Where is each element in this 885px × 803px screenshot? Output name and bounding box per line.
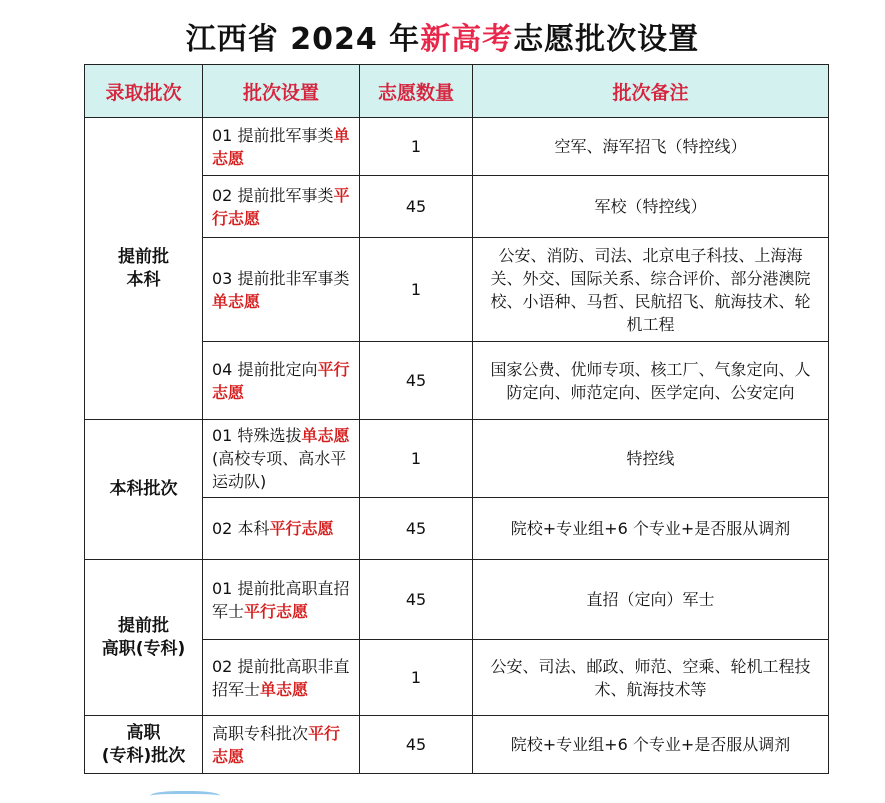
- setting-mode: 单志愿: [212, 291, 261, 311]
- count-cell: 45: [360, 342, 473, 420]
- setting-cell: [203, 560, 360, 640]
- setting-cell: [203, 716, 360, 774]
- batch-label-line: 提前批: [118, 615, 169, 636]
- setting-text: 02 本科: [212, 519, 270, 538]
- batch-cell: [85, 560, 203, 716]
- batch-cell: [85, 716, 203, 774]
- setting-cell: [203, 238, 360, 342]
- batch-cell: [85, 118, 203, 420]
- header-batch-setting: 批次设置: [203, 65, 360, 118]
- setting-mode: 单志愿: [260, 679, 309, 699]
- note-cell: 院校+专业组+6 个专业+是否服从调剂: [473, 716, 829, 774]
- setting-text: 01 提前批军事类: [212, 125, 334, 145]
- count-cell: 45: [360, 560, 473, 640]
- batch-label-line: (专科)批次: [101, 745, 186, 766]
- batch-cell: [85, 420, 203, 560]
- count-cell: 45: [360, 498, 473, 560]
- title-highlight: 新高考: [420, 22, 514, 57]
- setting-cell: [203, 118, 360, 176]
- count-cell: 1: [360, 118, 473, 176]
- title-prefix: 江西省 2024 年: [185, 22, 421, 57]
- setting-cell: [203, 176, 360, 238]
- table-body: [85, 118, 829, 774]
- setting-mode: 单志愿: [212, 125, 350, 168]
- note-cell: 空军、海军招飞（特控线）: [473, 118, 829, 176]
- batch-label-line: 高职(专科): [101, 638, 186, 659]
- batch-label-line: 本科批次: [109, 479, 178, 499]
- count-cell: 1: [360, 238, 473, 342]
- page-title: [0, 14, 885, 58]
- title-suffix: 志愿批次设置: [513, 22, 700, 57]
- count-cell: 45: [360, 176, 473, 238]
- batch-label-line: 本科: [126, 269, 161, 290]
- count-cell: 45: [360, 716, 473, 774]
- setting-cell: [203, 420, 360, 498]
- batch-label-line: 提前批: [118, 246, 169, 267]
- table-row: [85, 716, 829, 774]
- note-cell: 公安、消防、司法、北京电子科技、上海海关、外交、国际关系、综合评价、部分港澳院校、小语种、马哲、民航招飞、航海技术、轮机工程: [473, 238, 829, 342]
- batch-label-line: 高职: [126, 722, 161, 743]
- header-admission-batch: 录取批次: [85, 65, 203, 118]
- note-cell: 院校+专业组+6 个专业+是否服从调剂: [473, 498, 829, 560]
- header-choice-count: 志愿数量: [360, 65, 473, 118]
- setting-text: 高职专科批次: [212, 723, 309, 743]
- setting-mode: 平行志愿: [212, 723, 341, 766]
- setting-cell: [203, 342, 360, 420]
- table-row: [85, 118, 829, 176]
- setting-text: 01 提前批高职直招军士: [212, 578, 350, 621]
- batch-table: [84, 64, 829, 774]
- setting-mode: 单志愿: [301, 426, 350, 445]
- header-batch-note: 批次备注: [473, 65, 829, 118]
- setting-text: 02 提前批军事类: [212, 185, 334, 205]
- setting-text: 02 提前批高职非直招军士: [212, 656, 350, 699]
- setting-text: 01 特殊选拔: [212, 426, 302, 445]
- table-row: [85, 420, 829, 498]
- setting-mode: 平行志愿: [244, 601, 309, 621]
- table-header-row: [85, 65, 829, 118]
- note-cell: 国家公费、优师专项、核工厂、气象定向、人防定向、师范定向、医学定向、公安定向: [473, 342, 829, 420]
- note-cell: 直招（定向）军士: [473, 560, 829, 640]
- setting-detail: (高校专项、高水平运动队): [212, 449, 347, 491]
- note-cell: 特控线: [473, 420, 829, 498]
- setting-mode: 平行志愿: [269, 519, 334, 538]
- setting-text: 03 提前批非军事类: [212, 268, 350, 288]
- table-row: [85, 560, 829, 640]
- count-cell: 1: [360, 640, 473, 716]
- note-cell: 公安、司法、邮政、师范、空乘、轮机工程技术、航海技术等: [473, 640, 829, 716]
- setting-cell: [203, 640, 360, 716]
- setting-mode: 平行志愿: [212, 359, 350, 402]
- note-cell: 军校（特控线）: [473, 176, 829, 238]
- setting-cell: [203, 498, 360, 560]
- decorative-mark: [150, 791, 220, 803]
- count-cell: 1: [360, 420, 473, 498]
- setting-mode: 平行志愿: [212, 185, 350, 228]
- setting-text: 04 提前批定向: [212, 359, 318, 379]
